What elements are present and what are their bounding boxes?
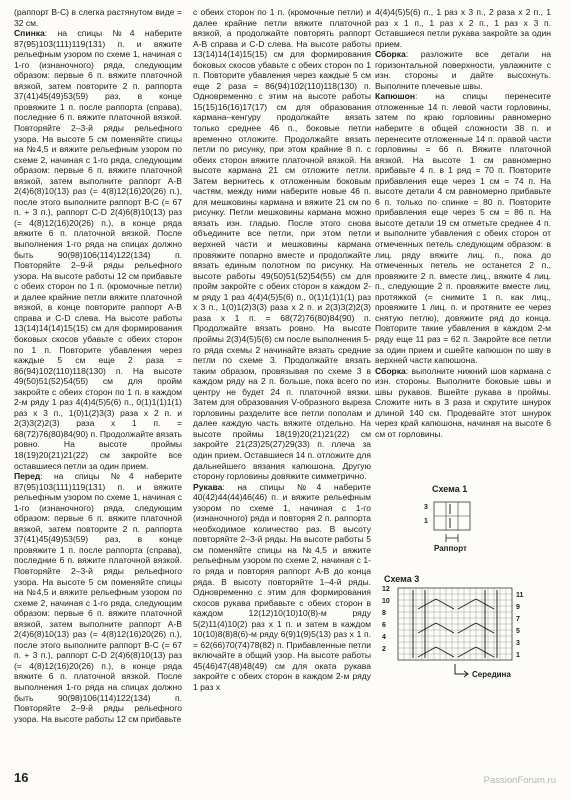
paragraph: 4(4)4(5)5(6) п., 1 раз х 3 п., 2 раза х 2 п., 1 раз х 1 п., 1 раз х 2 п., 1 раз х 3 п. Оставшиеся петли рукава закройте за один прием.: [375, 7, 551, 49]
section-label: Капюшон: [375, 91, 416, 102]
text-column-2: [193, 7, 371, 693]
section-label: Рукава: [193, 481, 223, 492]
scheme-3-row-label: 2: [382, 646, 386, 653]
paragraph: с обеих сторон по 1 п. (кромочные петли) и далее крайние петли вяжите платочной вязкой, а продолжайте повторять раппорт А-В справа и С-D слева. На высоте работы 13(14)14(14)15(15) см для формирования боковых скосов убавьте с обеих сторон по 1 п. Повторите убавления через каждые 5 см еще 2 раза = 86(94)102(110)118(130) п. Одновременно с этим на высоте работы 15(15)16(16)17(17) см для образования кармана–кенгуру продолжайте вязать только среднее 46 п., боковые петли временно отложите. Продолжайте вязать петли по рисунку, при этом крайние 8 п. с обеих сторон вяжите платочной вязкой. На высоте кармана 21 см отложите петли. Затем вернитесь к отложенным боковым частям, между ними наберите новые 46 п. для мешковины кармана и вяжите 21 см по рисунку. Петли мешковины кармана можно вязать изн. гладью. После этого снова объедините все петли, при этом петли верхней части и мешковины кармана провяжите попарно вместе и продолжайте вязать единым полотном по рисунку. На высоте работы 49(50)51(52)54(55) см для пройм закройте с обеих сторон в каждом 2-м ряду 1 раз 4(4)4(5)5(6) п., 0(1)1(1)1(1) раз х 3 п., 1(0)1(2)3(3) раза х 2 п. и 2(3)3(2)2(3) раза х 1 п. = 68(72)76(80)84(90) п. Продолжайте вязать ровно. На высоте проймы 2(3)4(5)5(6) см после выполнения 5-го ряда схемы 2 начинайте вязать средние петли по схеме 3. Продолжайте вязать таким образом, провязывая по схеме 3 в каждом ряду на 2 п. больше, пока всего по центру не будет 24 п. платочной вязки. Затем для образования V-образного выреза горловины разделите все петли пополам и далее каждую часть вяжите отдельно. На высоте проймы 18(19)20(21)21(22) см закройте 21(23)25(27)29(33) п. плеча за один прием. Оставшиеся 14 п. отложите для дальнейшего вязания капюшона. Другую сторону горловины довяжите симметрично.: [193, 7, 372, 482]
paragraph: Рукава: на спицы №4 наберите 40(42)44(44)46(46) п. и вяжите рельефным узором по схеме 1, начиная с 1-го (изнаночного) ряда и повторяя 2 п. раппорта необходимое количество раз. В высоту повторяйте 2–3-й ряды. На высоте работы 5 см поменяйте спицы на №4,5 и вяжите рельефным узором по схеме 2, начиная с 1-го ряда и повторяя раппорт А-В до конца ряда. В высоту повторяйте 1–4-й ряды. Одновременно с этим для формирования скосов рукава прибавьте с обеих сторон в каждом 12(12)10(10)10(8)-м ряду 5(2)11(4)10(2) раз х 1 п. и затем в каждом 10(10)8(8)8(6)-м ряду 6(9)1(9)5(13) раз х 1 п. = 62(66)70(74)78(82) п. Прибавленные петли включайте в общий узор. На высоте работы 45(46)47(48)48(49) см для оката рукава закройте с обеих сторон в каждом 2-м ряду 1 раз х: [193, 481, 371, 692]
text-column-3: [375, 7, 551, 482]
text-column-1: [14, 7, 182, 724]
paragraph: Спинка: на спицы №4 наберите 87(95)103(111)119(131) п. и вяжите рельефным узором по схеме 1, начиная с 1-го (изнаночного) ряда, следующим образом: первые 6 п. вяжите платочной вязкой, затем повторите 2 п. раппорта 37(41)45(49)53(59) раз, в конце провяжите 1 п. после раппорта (справа), последние 6 п. вяжите платочной вязкой. Повторяйте 2–3-й ряды рельефного узора. На высоте 5 см поменяйте спицы на №4,5 и вяжите рельефным узором по схеме 2, начиная с 1-го ряда, следующим образом: первые 6 п. вяжите платочной вязкой, затем выполните раппорт А-В 2(4)6(8)10(13) раз (= 4(8)12(16)20(26) п.), после этого выполните раппорт В-С (= 67 п. + 3 п.), раппорт С-D 2(4)6(8)10(13) раз (= 4(8)12(16)20(26) п.), в конце ряда вяжите 6 п. платочной вязкой. После выполнения 1-го ряда на спицах должно быть 90(98)106(114)122(134) п. Повторяйте 2–9-й ряды рельефного узора. На высоте работы 12 см прибавьте с обеих сторон по 1 п. (кромочные петли) и далее крайние петли вяжите платочной вязкой, в конце повторите раппорт А-В справа и С-D слева. На высоте работы 13(14)14(14)15(15) см для формирования боковых скосов убавьте с обеих сторон по 1 п. Повторите убавления через каждые 5 см еще 2 раза = 86(94)102(110)118(130) п. На высоте 49(50)51(52)54(55) см для пройм закройте с обеих сторон по 1 п. в каждом 2-м ряду 1 раз 4(4)4(5)5(6) п., 0(1)1(1)1(1) раз х 3 п., 1(0)1(2)3(3) раза х 2 п. и 2(3)3(2)2(3) раза х 1 п. = 68(72)76(80)84(90) п. Продолжайте вязать ровно. На высоте проймы 18(19)20(21)21(22) см закройте все оставшиеся петли за один прием.: [14, 28, 182, 471]
paragraph: Сборка: выполните нижний шов кармана с изн. стороны. Выполните боковые швы и швы рукавов. Вшейте рукава в проймы. Сложите нить в 3 раза и скрутите шнурок длиной 140 см. Продевайте этот шнурок через край капюшона, начиная на высоте 6 см от горловины.: [375, 365, 551, 439]
scheme-3: [378, 572, 550, 762]
site-watermark: PassionForum.ru: [483, 775, 556, 786]
scheme-1-row-label: 3: [424, 504, 428, 511]
scheme-3-row-label: 10: [382, 598, 390, 605]
section-label: Сборка: [375, 365, 406, 376]
paragraph: Перед: на спицы №4 наберите 87(95)103(111)119(131) п. и вяжите рельефным узором по схеме 1, начиная с 1-го (изнаночного) ряда, следующим образом: первые 6 п. вяжите платочной вязкой, затем повторите 2 п. раппорта 37(41)45(49)53(59) раз, в конце провяжите 1 п. после раппорта (справа), последние 6 п. вяжите платочной вязкой. Повторяйте 2–3-й ряды рельефного узора. На высоте 5 см поменяйте спицы на №4,5 и вяжите рельефным узором по схеме 2, начиная с 1-го ряда, следующим образом: первые 6 п. вяжите платочной вязкой, затем выполните раппорт А-В 2(4)6(8)10(13) раз (= 4(8)12(16)20(26) п.), после этого выполните раппорт В-С (= 67 п. + 3 п.), раппорт С-D 2(4)6(8)10(13) раз (= 4(8)12(16)20(26) п.), в конце ряда вяжите 6 п. платочной вязкой. После выполнения 1-го ряда на спицах должно быть 90(98)106(114)122(134) п. Повторяйте 2–9-й ряды рельефного узора. На высоте работы 12 см прибавьте: [14, 471, 182, 724]
paragraph: Сборка: разложите все детали на горизонтальной поверхности, увлажните с изн. стороны и дайте высохнуть. Выполните плечевые швы.: [375, 49, 551, 91]
paragraph: (раппорт В-С) в слегка растянутом виде = 32 см.: [14, 7, 182, 28]
scheme-3-row-label: 3: [516, 640, 520, 647]
scheme-3-row-label: 8: [382, 610, 386, 617]
scheme-1: [420, 482, 500, 572]
scheme-3-row-label: 6: [382, 622, 386, 629]
section-label: Сборка: [375, 49, 406, 60]
scheme-1-rapport-label: Раппорт: [434, 544, 467, 553]
paragraph: Капюшон: на спицы перенесите отложенные 14 п. левой части горловины, затем по краю горловины равномерно наберите в общей сложности 38 п. и перенесите отложенные 14 п. правой части горловины = 66 п. Вяжите платочной вязкой. На высоте 1 см равномерно прибавьте 4 п. в 1 ряд = 70 п. Повторите прибавления еще через 1 см = 74 п. На высоте детали 4 см равномерно прибавьте 6 п. только по спинке = 80 п. Повторите прибавления еще через 5 см = 86 п. На высоте детали 19 см отметьте среднее 4 п. и выполните убавления с обеих сторон от отмеченных петель следующим образом: в лиц. ряду вяжите лиц. п., пока до отмеченных петель не останется 2 п., провяжите 2 п. вместе лиц., вяжите 4 лиц. п., следующие 2 п. провяжите вместе лиц. протяжкой (= снимите 1 п. как лиц., провяжите 1 лиц. п. и протяните ее через снятую петлю), довяжите ряд до конца. Повторите такие убавления в каждом 2-м ряду еще 11 раз = 62 п. Закройте все петли за один прием и сшейте капюшон по шву в верхней части капюшона.: [375, 91, 551, 366]
scheme-3-row-label: 7: [516, 616, 520, 623]
scheme-1-row-label: 1: [424, 518, 428, 525]
section-label: Перед: [14, 471, 41, 482]
scheme-3-center-label: Середина: [472, 670, 511, 679]
scheme-1-title: Схема 1: [432, 484, 468, 494]
section-label: Спинка: [14, 28, 45, 39]
scheme-1-grid: [420, 482, 500, 572]
scheme-3-row-label: 11: [516, 592, 524, 599]
scheme-3-grid: [378, 572, 550, 762]
scheme-3-title: Схема 3: [384, 574, 420, 584]
scheme-3-row-label: 5: [516, 628, 520, 635]
scheme-3-row-label: 12: [382, 586, 390, 593]
scheme-3-row-label: 4: [382, 634, 386, 641]
scheme-3-row-label: 9: [516, 604, 520, 611]
page-number: 16: [14, 770, 29, 785]
scheme-3-row-label: 1: [516, 652, 520, 659]
